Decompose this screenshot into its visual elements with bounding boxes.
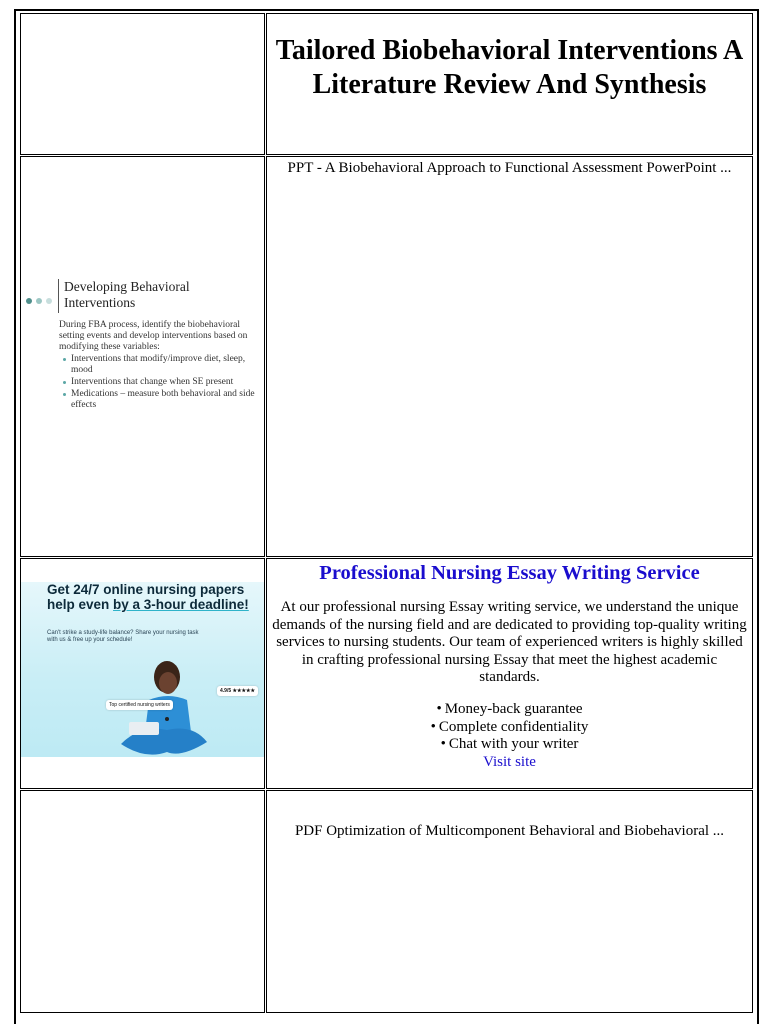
ad-feature-item: • Complete confidentiality <box>267 719 752 737</box>
page-title: Tailored Biobehavioral Interventions A Literature Review And Synthesis <box>275 35 744 100</box>
slide-bullet: Medications – measure both behavioral and side effects <box>71 389 264 411</box>
result-caption-link[interactable]: PDF Optimization of Multicomponent Behavioral and Biobehavioral ... <box>294 823 725 839</box>
title-left-cell <box>20 13 265 155</box>
ad-feature-item: • Money-back guarantee <box>267 701 752 719</box>
nurse-illustration <box>21 582 264 757</box>
ad-banner-headline-pre: Get 24/7 online nursing papers help even <box>47 582 245 612</box>
slide-dot <box>36 298 42 304</box>
ad-image-cell[interactable] <box>20 558 265 789</box>
ad-description: At our professional nursing Essay writing service, we understand the unique demands of the nursing field and are dedicated to providing top-quality writing services to nursing students. Our team of experienced writers is highly skilled in crafting professional nursing Essay that meet the highest academic standards. <box>272 599 747 685</box>
visit-site-link[interactable]: Visit site <box>483 754 536 770</box>
title-cell <box>266 13 753 155</box>
result-cell <box>266 156 753 557</box>
slide-dots <box>26 291 56 309</box>
ad-cell <box>266 558 753 789</box>
slide-body <box>59 320 264 412</box>
slide-bullet-list <box>59 354 264 411</box>
slide-bullet: Interventions that change when SE present <box>71 377 264 388</box>
result-caption-link[interactable]: PPT - A Biobehavioral Approach to Functional Assessment PowerPoint ... <box>287 160 732 176</box>
slide-title: Developing Behavioral Interventions <box>64 279 190 310</box>
ad-banner-image[interactable] <box>21 582 264 757</box>
slide-dot <box>26 298 32 304</box>
result-cell <box>266 790 753 1013</box>
ad-banner-certified-badge: Top certified nursing writers <box>106 700 173 710</box>
ad-feature-item: • Chat with your writer <box>267 736 752 754</box>
ad-banner-subtext: Can't strike a study-life balance? Share your nursing task with us & free up your schedule! <box>47 630 199 643</box>
empty-thumbnail-cell <box>20 790 265 1013</box>
ad-banner-headline-highlight: by a 3-hour deadline! <box>113 597 249 612</box>
ad-feature-list <box>267 701 752 754</box>
ad-banner-rating-badge: 4.9/5 ★★★★★ <box>217 686 258 696</box>
slide-intro: During FBA process, identify the biobehavioral setting events and develop interventions based on modifying these variables: <box>59 320 248 352</box>
slide-divider <box>58 279 59 313</box>
slide-dot <box>46 298 52 304</box>
ad-title-link[interactable]: Professional Nursing Essay Writing Service <box>319 562 700 584</box>
slide-bullet: Interventions that modify/improve diet, sleep, mood <box>71 354 264 376</box>
slide-thumbnail-cell[interactable] <box>20 156 265 557</box>
